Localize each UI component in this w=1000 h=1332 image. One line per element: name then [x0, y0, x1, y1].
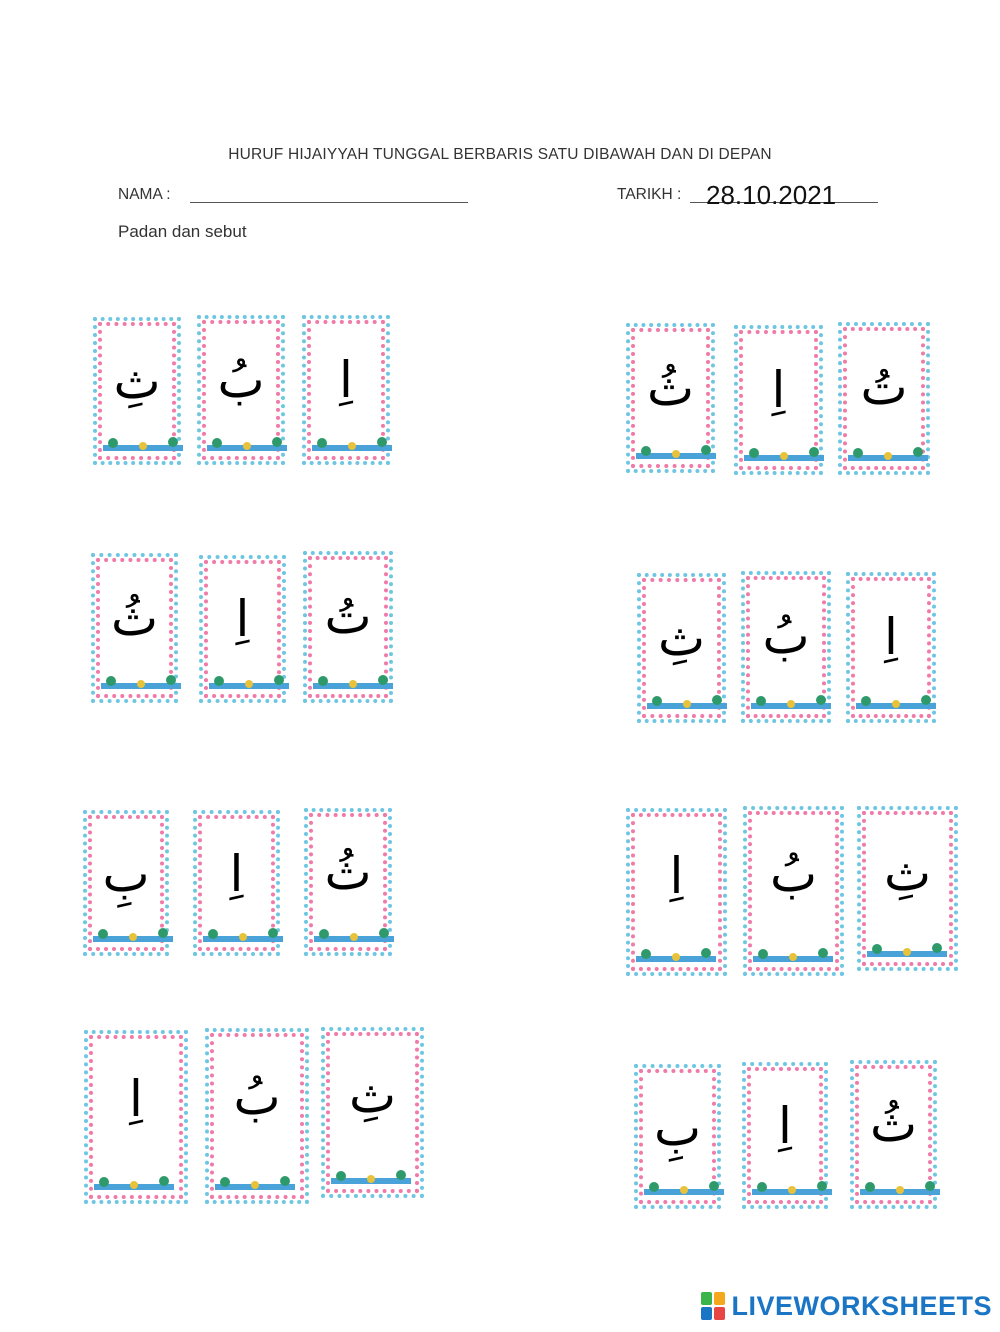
instruction-text: Padan dan sebut — [118, 222, 247, 241]
arabic-letter: اِ — [778, 1097, 792, 1156]
flower-border-icon — [314, 927, 394, 945]
flower-border-icon — [636, 947, 716, 965]
letter-card[interactable] — [193, 810, 280, 956]
letter-card[interactable] — [321, 1027, 424, 1198]
arabic-letter: بُ — [762, 606, 810, 665]
letter-card[interactable] — [93, 317, 181, 465]
arabic-letter: ثُ — [110, 588, 159, 647]
flower-border-icon — [860, 1180, 940, 1198]
arabic-letter: ثِ — [883, 844, 932, 903]
flower-border-icon — [636, 444, 716, 462]
letter-card[interactable] — [626, 323, 715, 473]
letter-card[interactable] — [304, 808, 392, 956]
letter-card[interactable] — [742, 1062, 828, 1209]
arabic-letter: اِ — [229, 844, 244, 903]
letter-card[interactable] — [303, 551, 393, 703]
flower-border-icon — [312, 436, 392, 454]
arabic-letter: اِ — [884, 607, 898, 666]
letter-card[interactable] — [743, 806, 844, 976]
arabic-letter: بِ — [102, 844, 150, 903]
flower-border-icon — [209, 674, 289, 692]
flower-border-icon — [644, 1180, 724, 1198]
flower-border-icon — [101, 674, 181, 692]
flower-border-icon — [848, 446, 928, 464]
arabic-letter: بِ — [653, 1098, 702, 1157]
flower-border-icon — [103, 436, 183, 454]
letter-card[interactable] — [838, 322, 930, 475]
flower-border-icon — [647, 694, 727, 712]
letter-card[interactable] — [634, 1064, 721, 1209]
arabic-letter: ثِ — [657, 608, 706, 667]
arabic-letter: اِ — [771, 360, 786, 419]
letter-card[interactable] — [302, 315, 390, 465]
flower-border-icon — [331, 1169, 411, 1187]
arabic-letter: ثِ — [113, 352, 161, 411]
arabic-letter: اِ — [669, 846, 684, 905]
letter-card[interactable] — [83, 810, 169, 956]
letter-card[interactable] — [84, 1030, 188, 1204]
arabic-letter: ثُ — [646, 358, 695, 417]
brand-text: LIVEWORKSHEETS — [731, 1290, 992, 1321]
letter-card[interactable] — [626, 808, 727, 976]
arabic-letter: اِ — [129, 1069, 143, 1128]
flower-border-icon — [867, 942, 947, 960]
letter-card[interactable] — [846, 572, 936, 723]
name-field-line[interactable] — [190, 202, 468, 203]
letter-card[interactable] — [741, 571, 831, 723]
flower-border-icon — [93, 927, 173, 945]
name-label: NAMA : — [118, 186, 171, 203]
flower-border-icon — [215, 1175, 295, 1193]
date-value[interactable]: 28.10.2021 — [706, 180, 837, 210]
letter-card[interactable] — [205, 1028, 309, 1204]
arabic-letter: ثُ — [869, 1095, 918, 1154]
arabic-letter: بُ — [769, 845, 818, 904]
letter-card[interactable] — [857, 806, 958, 971]
arabic-letter: ثِ — [348, 1066, 397, 1125]
liveworksheets-logo-icon — [701, 1292, 725, 1320]
flower-border-icon — [753, 947, 833, 965]
arabic-letter: تُ — [324, 586, 372, 645]
arabic-letter: اِ — [235, 590, 250, 649]
flower-border-icon — [207, 436, 287, 454]
arabic-letter: اِ — [339, 350, 353, 409]
letter-card[interactable] — [734, 325, 823, 475]
arabic-letter: بُ — [233, 1068, 281, 1127]
letter-card[interactable] — [91, 553, 178, 703]
letter-card[interactable] — [199, 555, 286, 703]
arabic-letter: تُ — [860, 358, 908, 417]
worksheet-title: HURUF HIJAIYYAH TUNGGAL BERBARIS SATU DIBAWAH DAN DI DEPAN — [228, 146, 772, 163]
letter-card[interactable] — [850, 1060, 937, 1209]
arabic-letter: بُ — [217, 350, 265, 409]
letter-card[interactable] — [197, 315, 285, 465]
flower-border-icon — [856, 694, 936, 712]
flower-border-icon — [313, 674, 393, 692]
flower-border-icon — [94, 1175, 174, 1193]
flower-border-icon — [744, 446, 824, 464]
arabic-letter: ثُ — [324, 843, 372, 902]
flower-border-icon — [752, 1180, 832, 1198]
letter-card[interactable] — [637, 573, 726, 723]
flower-border-icon — [751, 694, 831, 712]
liveworksheets-brand[interactable] — [701, 1290, 992, 1322]
flower-border-icon — [203, 927, 283, 945]
date-label: TARIKH : — [617, 186, 682, 203]
